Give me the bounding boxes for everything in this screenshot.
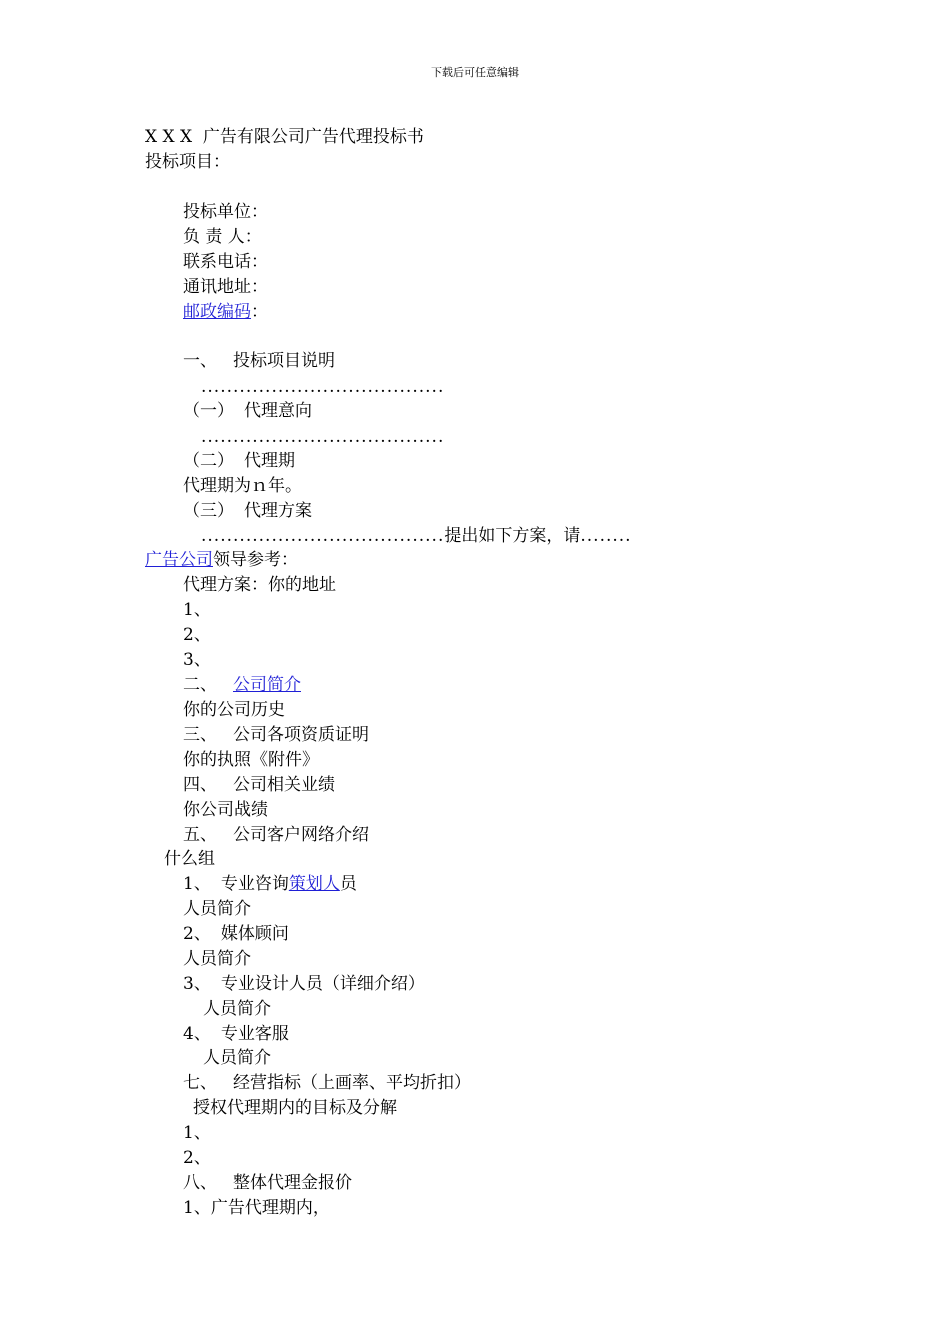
staff-3-desc: 人员简介: [203, 999, 271, 1019]
field-address: 通讯地址：: [183, 277, 268, 297]
section4-body: 你公司战绩: [183, 800, 268, 820]
staff-4-desc: 人员简介: [203, 1048, 271, 1068]
section8-item-1: 1、广告代理期内，: [183, 1198, 330, 1218]
dots-d: ........: [580, 526, 632, 546]
sub2-title: 代理期: [244, 451, 295, 471]
ad-company-link[interactable]: 广告公司: [145, 550, 213, 570]
plan-item-1: 1、: [183, 600, 211, 620]
header-note: 下载后可任意编辑: [431, 66, 519, 79]
section8-title: 整体代理金报价: [233, 1173, 352, 1193]
section1-title: 投标项目说明: [233, 351, 335, 371]
staff-2-desc: 人员简介: [183, 949, 251, 969]
section7-title: 经营指标（上画率、平均折扣）: [233, 1073, 471, 1093]
postcode-colon: ：: [251, 302, 268, 322]
section5-heading: [183, 824, 369, 846]
sub1-num: （一）: [183, 401, 234, 421]
section1-heading: [183, 350, 335, 372]
doc-title: X X X 广告有限公司广告代理投标书: [145, 127, 424, 147]
project-label: 投标项目：: [145, 152, 230, 172]
section2-heading: [183, 674, 301, 696]
ad-company-rest: 领导参考：: [213, 550, 298, 570]
field-bidder: 投标单位：: [183, 202, 268, 222]
section7-body: 授权代理期内的目标及分解: [193, 1098, 397, 1118]
staff-4-title: 专业客服: [220, 1024, 289, 1044]
sub1-title: 代理意向: [244, 401, 312, 421]
sub2-heading: [183, 450, 295, 472]
section8-heading: [183, 1172, 352, 1194]
staff-item-3: [183, 973, 425, 995]
section7-item-1: 1、: [183, 1123, 211, 1143]
section7-num: 七、: [183, 1073, 217, 1093]
plan-item-3: 3、: [183, 650, 211, 670]
section5-title: 公司客户网络介绍: [233, 825, 369, 845]
section4-num: 四、: [183, 775, 217, 795]
proposal-mid: 提出如下方案，请: [444, 526, 581, 546]
staff-item-1: [183, 873, 357, 895]
section1-num: 一、: [183, 351, 217, 371]
section7-heading: [183, 1072, 471, 1094]
section4-title: 公司相关业绩: [233, 775, 335, 795]
sub1-heading: [183, 400, 312, 422]
section8-num: 八、: [183, 1173, 217, 1193]
section2-body: 你的公司历史: [183, 700, 285, 720]
staff-item-2: [183, 923, 289, 945]
section3-num: 三、: [183, 725, 217, 745]
dots-c: ......................................: [201, 526, 445, 546]
dots-line-a: ......................................: [201, 377, 445, 397]
ad-company-line: [145, 549, 298, 571]
section4-heading: [183, 774, 335, 796]
staff-3-title: 专业设计人员（详细介绍）: [220, 974, 425, 994]
section2-num: 二、: [183, 675, 217, 695]
sub3-title: 代理方案: [244, 501, 312, 521]
staff-4-num: 4、: [183, 1024, 211, 1044]
postcode-link[interactable]: 邮政编码: [183, 302, 251, 322]
plan-text: 代理方案：你的地址: [183, 575, 336, 595]
field-phone: 联系电话：: [183, 252, 268, 272]
staff-1-pre: 专业咨询: [220, 874, 289, 894]
section3-body: 你的执照《附件》: [183, 750, 319, 770]
company-intro-link[interactable]: 公司简介: [233, 675, 301, 695]
staff-2-num: 2、: [183, 924, 211, 944]
section7-item-2: 2、: [183, 1148, 211, 1168]
field-postcode: [183, 301, 268, 323]
staff-2-title: 媒体顾问: [220, 924, 289, 944]
field-person-in-charge: 负 责 人：: [183, 227, 262, 247]
staff-1-post: 员: [339, 874, 357, 894]
sub3-heading: [183, 500, 312, 522]
staff-item-4: [183, 1023, 289, 1045]
sub3-num: （三）: [183, 501, 234, 521]
dots-line-b: ......................................: [201, 427, 445, 447]
period-text: 代理期为ｎ年。: [183, 476, 302, 496]
proposal-line: [201, 525, 632, 547]
sub2-num: （二）: [183, 451, 234, 471]
section3-heading: [183, 724, 369, 746]
section5-body: 什么组: [164, 849, 215, 869]
staff-3-num: 3、: [183, 974, 211, 994]
staff-1-num: 1、: [183, 874, 211, 894]
plan-item-2: 2、: [183, 625, 211, 645]
section5-num: 五、: [183, 825, 217, 845]
staff-1-desc: 人员简介: [183, 899, 251, 919]
section3-title: 公司各项资质证明: [233, 725, 369, 745]
planner-link[interactable]: 策划人: [288, 874, 340, 894]
